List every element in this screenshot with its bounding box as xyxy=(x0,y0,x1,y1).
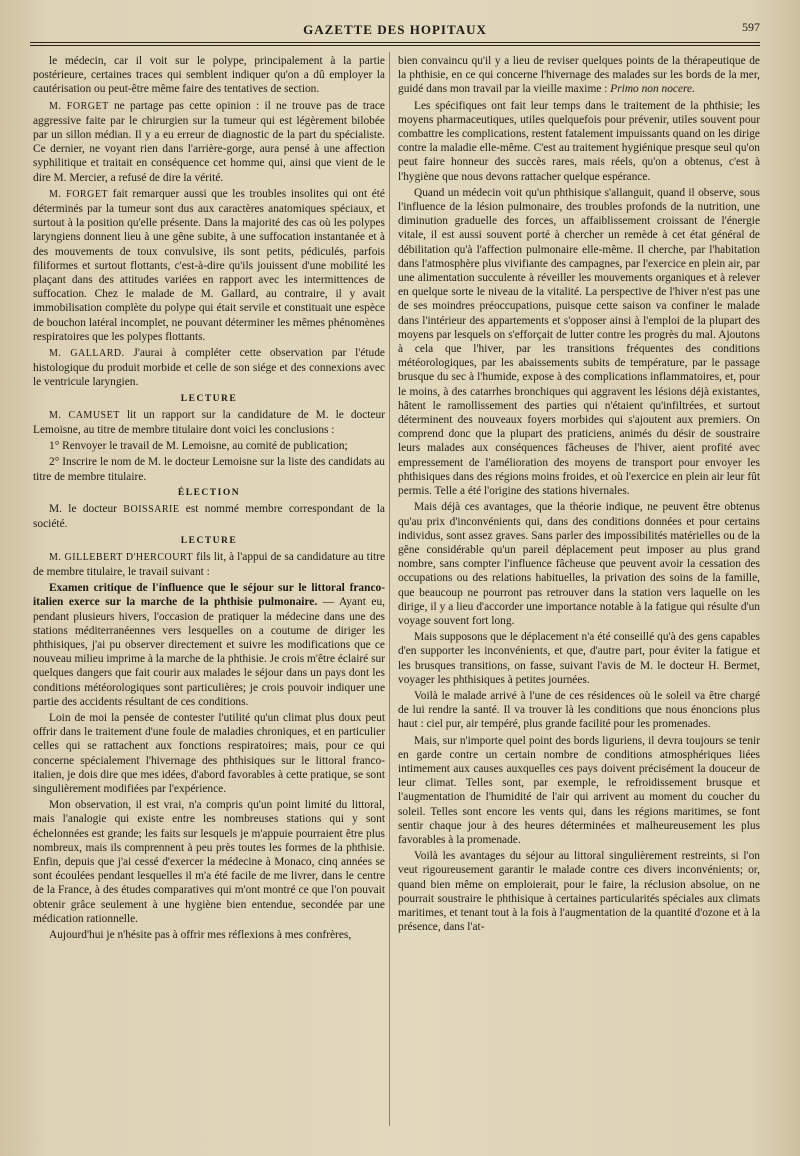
paragraph-prefix: M. le docteur xyxy=(49,503,117,516)
maxim-text: Primo non nocere. xyxy=(610,83,695,96)
paragraph xyxy=(398,186,760,498)
left-column xyxy=(33,54,385,944)
paragraph xyxy=(33,455,385,483)
paragraph-text: ne partage pas cette opinion : il ne trouve pas de trace aggressive faite par le chirurgien sur la tumeur qui est légèrement bilobée par un sillon médian. Il y a eu erreur de diagnostic de la part du spécialiste. Ce dernier, ne voyant rien dans l'arrière-gorge, aura pensé à une affection syphilitique et traitait en conséquence cet homme qui, ainsi que vient de le dire M. Mercier, a refusé de dire la vérité. xyxy=(33,99,385,184)
speaker-name: M. FORGET xyxy=(49,100,109,112)
speaker-name: M. GILLEBERT D'HERCOURT xyxy=(49,551,194,563)
paragraph xyxy=(33,798,385,926)
page-number: 597 xyxy=(742,20,760,34)
paragraph-text: — Ayant eu, pendant plusieurs hivers, l'occasion de pratiquer la médecine dans une des stations méditerranéennes vers lesquelles on a coutume de diriger les phthisiques, j'ai pu observer directement et suivre les modifications que ce nouveau milieu imprime à la marche de la phthisie. Je crois m'être éclairé sur quelques dangers que fait courir aux malades le séjour dans un pays dont les conditions météorologiques sont particulières; je crois pouvoir indiquer une partie des accidents résultant de ces conditions. xyxy=(33,596,385,708)
paragraph xyxy=(33,928,385,942)
paragraph-text: Les spécifiques ont fait leur temps dans le traitement de la phthisie; les moyens pharmaceutiques, utiles quelquefois pour prévenir, utiles souvent pour combattre les complications, restent fatalement impuissants quand on les dirige contre la maladie elle-même. C'est au traitement hygiénique presque seul qu'on peut faire honneur des succès rares, mais réels, qu'on a obtenus, c'est à l'hygiène que nous devons rattacher quelque espérance. xyxy=(398,99,760,183)
paragraph xyxy=(398,689,760,732)
paragraph-text: le médecin, car il voit sur le polype, principalement à la partie postérieure, certaines traces qui semblent indiquer qu'on a dû employer la cautérisation ou peut-être même faire des tentatives de section. xyxy=(33,55,385,96)
paragraph xyxy=(398,849,760,934)
paragraph-text: J'aurai à compléter cette observation par l'étude histologique du produit morbide et celle de son siége et des connexions avec le ventricule laryngien. xyxy=(33,347,385,389)
speaker-name: M. CAMUSET xyxy=(49,409,120,421)
paragraph-text: Mais déjà ces avantages, que la théorie indique, ne peuvent être obtenus qu'au prix d'inconvénients qui, dans des conditions données et pour certains individus, sont assez graves. Sans parler des impossibilités matérielles ou de la gêne considérable qu'un pareil déplacement peut imposer au plus grand nombre, sans compter l'influence fâcheuse que peuvent avoir la cessation des occupations ou des relations habituelles, la privation des soins de la famille, que beaucoup ne pourront pas retrouver dans la station vers laquelle on les dirige, il y a lieu d'accorder une importance notable à la fatigue qui résulte d'un voyage souvent fort long. xyxy=(398,501,760,627)
paragraph xyxy=(33,54,385,97)
paragraph-text: bien convaincu qu'il y a lieu de reviser quelques points de la thérapeutique de la phthisie, en ce qui concerne l'hivernage des malades sur les bords de la mer, guidé dans mon travail par la vieille maxime : xyxy=(398,55,760,96)
paragraph-text: Quand un médecin voit qu'un phthisique s'allanguit, quand il observe, sous l'influence de la lésion pulmonaire, des troubles profonds de la nutrition, une diminution graduelle des forces, un affaiblissement croissant de l'énergie vitale, il est aussi souvent porté à chercher un remède à cet état général de débilitation qu'à l'affection pulmonaire elle-même. Il cherche, par l'habitation dans l'atmosphère plus vivifiante des campagnes, par l'exercice en plein air, par une alimentation succulente à réveiller les mouvements organiques et à relever en quelque sorte le niveau de la vitalité. La perspective de l'hiver n'est pas une de ses moindres préoccupations, puisque cette saison va confiner le malade dans l'intérieur des appartements et s'opposer ainsi à l'emploi de la plupart des moyens par lesquels on s'efforçait de lutter contre les progrès du mal. Ajoutons à cela que l'hiver, par les transitions fréquentes des conditions météorologiques, par les abaissements subits de température, par le passage brusque du sec à l'humide, expose à des complications inflammatoires, et, pour le moins, à des catarrhes bronchiques qui aggravent les lésions déjà existantes, hâtent le ramollissement des parties qui n'étaient qu'infiltrées, et surtout déterminent des nouveaux foyers morbides qui s'ajoutent aux premiers. On comprend donc que la plupart des praticiens, animés du désir de soustraire leurs malades aux conséquences fâcheuses de l'hiver, aient profité avec empressement de l'amélioration des moyens de transport pour envoyer les phthisiques dans des régions moins froides, et où l'exercice en plein air leur fût permis. Telle a été l'origine des stations hivernales. xyxy=(398,186,760,498)
section-heading: LECTURE xyxy=(180,535,238,546)
paragraph-text: 1° Renvoyer le travail de M. Lemoisne, au comité de publication; xyxy=(49,440,348,453)
section-heading: LECTURE xyxy=(180,393,238,404)
paragraph-text: fait remarquer aussi que les troubles insolites qui ont été déterminés par la tumeur sont dus aux caractères anatomiques spéciaux, et surtout à la position qu'elle présente. Dans la majorité des cas où les polypes laryngiens donnent lieu à une gêne subite, à une suffocation instantanée et à des mouvements de toux convulsive, ils sont petits, pédiculés, parfois filiformes et surtout flottants, c'est-à-dire qu'ils jouissent d'une mobilité les plaçant dans des attitudes variées en rapport avec les intermittences de suffocation. Chez le malade de M. Gallard, au contraire, il y avait immobilisation complète du polype qui était servile et constituait une espèce de bouchon latéral incomplet, ne pouvant déterminer les mêmes phénomènes respiratoires que les polypes flottants. xyxy=(33,187,385,343)
article-title: Examen critique de l'influence que le séjour sur le littoral franco-italien exerce sur la marche de la phthisie pulmonaire. xyxy=(33,582,385,609)
paragraph-text: 2° Inscrire le nom de M. le docteur Lemoisne sur la liste des candidats au titre de membre titulaire. xyxy=(33,456,385,483)
paragraph-text: Mais supposons que le déplacement n'a été conseillé qu'à des gens capables d'en supporter les inconvénients, et que, d'autre part, pour éviter la fatigue et les brusques transitions, on fasse, suivant l'avis de M. le docteur H. Bermet, voyager les phthisiques à petites journées. xyxy=(398,631,760,686)
paragraph xyxy=(33,346,385,390)
paragraph xyxy=(398,99,760,184)
header-rule-thin xyxy=(30,45,760,46)
speaker-name: BOISSARIE xyxy=(123,504,180,516)
paragraph-text: fils lit, à l'appui de sa candidature au titre de membre titulaire, le travail suivant : xyxy=(33,550,386,578)
paragraph-text: est nommé membre correspondant de la société. xyxy=(33,503,385,531)
paragraph xyxy=(33,187,385,344)
paragraph xyxy=(33,711,385,796)
right-column xyxy=(398,54,760,936)
speaker-name: M. GALLARD. xyxy=(49,348,125,360)
paragraph xyxy=(33,581,385,709)
paragraph xyxy=(398,54,760,97)
paragraph-text: Mais, sur n'importe quel point des bords liguriens, il devra toujours se tenir en garde contre un certain nombre de conditions atmosphériques liées intimement aux causes auxquelles ces pays doivent précisément la douceur de leur climat. Telles sont, par exemple, le refroidissement brusque et l'augmentation de l'humidité de l'air qui arrivent au moment du coucher du soleil. Telles sont encore les vents qui, dans les régions maritimes, se font sentir chaque jour à des heures déterminées et malheureusement les plus favorables à la promenade. xyxy=(398,734,760,846)
section-heading: ÉLECTION xyxy=(177,487,241,498)
paragraph xyxy=(398,734,760,848)
speaker-name: M. FORGET xyxy=(49,188,109,200)
paragraph xyxy=(398,630,760,687)
paragraph xyxy=(33,439,385,453)
paragraph-text: Aujourd'hui je n'hésite pas à offrir mes réflexions à mes confrères, xyxy=(49,928,352,941)
paragraph-text: Voilà les avantages du séjour au littoral singulièrement restreints, si l'on veut rigoureusement garantir le malade contre ces divers inconvénients; or, quand bien même on emploierait, pour le faire, la réclusion absolue, on ne pourrait soustraire le phthisique à certaines particularités spéciales aux climats maritimes, et tenant tout à la fois à l'augmentation de la quantité d'ozone et à la présence, dans l'at- xyxy=(398,850,760,934)
column-divider xyxy=(389,52,390,1126)
paragraph-text: Mon observation, il est vrai, n'a compris qu'un point limité du littoral, mais l'analogie qui existe entre les nombreuses stations qui y sont échelonnées est grande; les faits sur lesquels je m'appuie pourraient être plus nombreux, mais ils comprennent à peu près toutes les formes de la phthisie. Enfin, depuis que j'ai cessé d'exercer la médecine à Monaco, cinq années se sont écoulées pendant lesquelles il m'a été facile de me livrer, dans le centre de la France, à des études comparatives qui m'ont montré ce que l'on pouvait obtenir grâce seulement à une hygiène bien entendue, secondée par une médication rationnelle. xyxy=(33,799,385,925)
paragraph-text: Loin de moi la pensée de contester l'utilité qu'un climat plus doux peut offrir dans le traitement d'une foule de maladies chroniques, et en particulier celles qui se rattachent aux fonctions respiratoires; mais, pour ce qui concerne spécialement l'hivernage des phthisiques sur le littoral franco-italien, je dois dire que mes idées, d'abord favorables à cette pratique, se sont singulièrement modifiées par l'expérience. xyxy=(33,711,385,795)
paragraph-text: Voilà le malade arrivé à l'une de ces résidences où le soleil va être chargé de lui rendre la santé. Il va trouver là les conditions que nous énoncions plus haut : ciel pur, air tempéré, plus grande facilité pour les promenades. xyxy=(398,689,760,731)
paragraph xyxy=(33,99,385,185)
publication-title: GAZETTE DES HOPITAUX xyxy=(303,22,487,37)
paragraph-text: lit un rapport sur la candidature de M. le docteur Lemoisne, au titre de membre titulaire dont voici les conclusions : xyxy=(33,408,385,437)
paragraph xyxy=(33,408,385,437)
paragraph xyxy=(33,550,385,579)
paragraph xyxy=(33,502,385,531)
paragraph xyxy=(398,500,760,628)
header-rule xyxy=(30,42,760,43)
